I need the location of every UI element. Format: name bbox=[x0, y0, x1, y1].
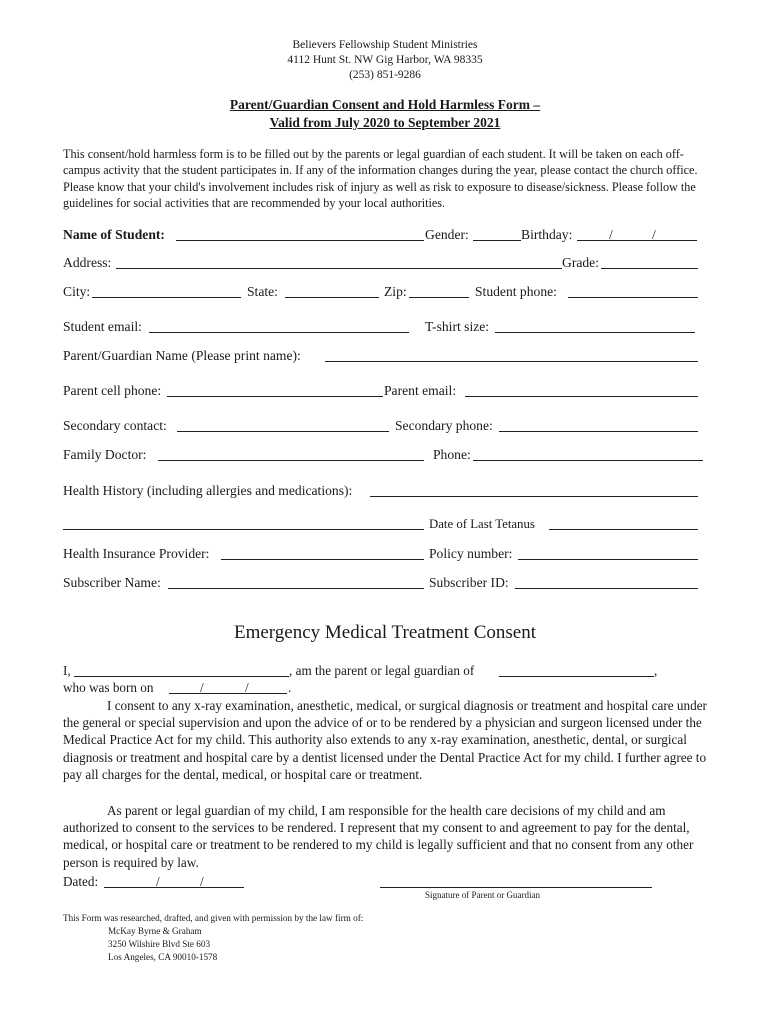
parent-cell-field[interactable] bbox=[167, 396, 383, 397]
health-history-field[interactable] bbox=[370, 496, 698, 497]
doctor-phone-label: Phone: bbox=[433, 447, 471, 462]
tetanus-date-field[interactable] bbox=[549, 529, 698, 530]
parent-cell-label: Parent cell phone: bbox=[63, 383, 162, 398]
student-name-label: Name of Student: bbox=[63, 227, 165, 242]
family-doctor-field[interactable] bbox=[158, 460, 424, 461]
parent-email-label: Parent email: bbox=[384, 383, 457, 398]
gender-field[interactable] bbox=[473, 240, 521, 241]
dated-separator: / bbox=[200, 874, 204, 889]
period-label: . bbox=[288, 680, 292, 695]
student-phone-field[interactable] bbox=[568, 297, 698, 298]
child-name-field[interactable] bbox=[499, 676, 654, 677]
intro-paragraph: This consent/hold harmless form is to be filled out by the parents or legal guardian of each student. It will be taken on each off-campus activity that the student participates in. If any of the information changes during the year, please contact the church office. Please know that your child's involvement includes risk of injury as well as risk to exposure to disease/sickness. Please follow the guidelines for social activities that are recommended by your local authorities. bbox=[63, 147, 698, 210]
secondary-contact-field[interactable] bbox=[177, 431, 389, 432]
birthday-separator: / bbox=[609, 227, 613, 242]
subscriber-name-label: Subscriber Name: bbox=[63, 575, 161, 590]
comma-label: , bbox=[654, 663, 658, 678]
consent-paragraph-1: I consent to any x-ray examination, anesthetic, medical, or surgical diagnosis or treatment and hospital care under the general or special supervision and upon the advice of or to be rendered by a physician and surgeon licensed under the Medical Practice Act for my child. This authority also extends to any x-ray examination, anesthetic, dental, or surgical diagnosis or treatment and hospital care by a dentist licensed under the Dental Practice Act for my child. I further agree to pay all charges for the dental, medical, or hospital care or treatment. bbox=[63, 698, 707, 782]
row-parent-name bbox=[63, 347, 703, 365]
parent-name-field[interactable] bbox=[325, 361, 698, 362]
address-field[interactable] bbox=[116, 268, 562, 269]
form-title-line1: Parent/Guardian Consent and Hold Harmless Form – bbox=[229, 97, 541, 112]
row-subscriber bbox=[63, 574, 703, 592]
signature-field[interactable] bbox=[380, 887, 652, 888]
row-dated bbox=[63, 873, 703, 891]
emergency-consent-title: Emergency Medical Treatment Consent bbox=[233, 622, 536, 643]
row-student-name bbox=[63, 226, 703, 244]
org-address: 4112 Hunt St. NW Gig Harbor, WA 98335 bbox=[287, 54, 483, 66]
born-on-label: who was born on bbox=[63, 680, 154, 695]
student-name-field[interactable] bbox=[176, 240, 424, 241]
consent-paragraph-2: As parent or legal guardian of my child, I am responsible for the health care decisions of my child and am authorized to consent to the services to be rendered. I represent that my consent to and agreement to pay for the dental, medical, or hospital care or treatment to be rendered to my child is legally sufficient and that no consent from any other person is required by law. bbox=[63, 803, 694, 870]
grade-label: Grade: bbox=[562, 255, 599, 270]
zip-label: Zip: bbox=[384, 284, 407, 299]
row-family-doctor bbox=[63, 446, 703, 464]
form-title-line2: Valid from July 2020 to September 2021 bbox=[269, 115, 501, 130]
footer-street: 3250 Wilshire Blvd Ste 603 bbox=[108, 939, 211, 949]
footer-note: This Form was researched, drafted, and given with permission by the law firm of: bbox=[63, 913, 364, 923]
signature-caption: Signature of Parent or Guardian bbox=[425, 890, 540, 900]
birthdate-separator: / bbox=[200, 680, 204, 695]
doctor-phone-field[interactable] bbox=[473, 460, 703, 461]
address-label: Address: bbox=[63, 255, 112, 270]
student-phone-label: Student phone: bbox=[475, 284, 557, 299]
tetanus-label: Date of Last Tetanus bbox=[429, 517, 535, 531]
tshirt-size-label: T-shirt size: bbox=[425, 319, 490, 334]
grade-field[interactable] bbox=[601, 268, 698, 269]
subscriber-id-label: Subscriber ID: bbox=[429, 575, 509, 590]
state-label: State: bbox=[247, 284, 278, 299]
dated-field[interactable] bbox=[104, 887, 244, 888]
row-parent-phone bbox=[63, 382, 703, 400]
policy-number-field[interactable] bbox=[518, 559, 698, 560]
secondary-phone-label: Secondary phone: bbox=[395, 418, 493, 433]
row-address bbox=[63, 254, 703, 272]
health-history-continued-field[interactable] bbox=[63, 529, 424, 530]
row-born-on bbox=[63, 679, 703, 697]
health-history-label: Health History (including allergies and medications): bbox=[63, 483, 353, 498]
row-secondary-contact bbox=[63, 417, 703, 435]
row-guardian-of bbox=[63, 662, 703, 680]
birthday-separator: / bbox=[652, 227, 656, 242]
dated-separator: / bbox=[156, 874, 160, 889]
secondary-contact-label: Secondary contact: bbox=[63, 418, 167, 433]
state-field[interactable] bbox=[285, 297, 379, 298]
parent-name-label: Parent/Guardian Name (Please print name): bbox=[63, 348, 301, 363]
secondary-phone-field[interactable] bbox=[499, 431, 698, 432]
parent-email-field[interactable] bbox=[465, 396, 698, 397]
org-name: Believers Fellowship Student Ministries bbox=[292, 39, 478, 51]
subscriber-id-field[interactable] bbox=[515, 588, 698, 589]
tshirt-size-field[interactable] bbox=[495, 332, 695, 333]
zip-field[interactable] bbox=[409, 297, 469, 298]
insurance-provider-label: Health Insurance Provider: bbox=[63, 546, 210, 561]
student-email-label: Student email: bbox=[63, 319, 142, 334]
row-student-email bbox=[63, 318, 703, 336]
guardian-name-field[interactable] bbox=[74, 676, 289, 677]
family-doctor-label: Family Doctor: bbox=[63, 447, 147, 462]
birthday-label: Birthday: bbox=[521, 227, 573, 242]
footer-firm: McKay Byrne & Graham bbox=[108, 926, 202, 936]
dated-label: Dated: bbox=[63, 874, 99, 889]
guardian-i-label: I, bbox=[63, 663, 71, 678]
gender-label: Gender: bbox=[425, 227, 469, 242]
row-health-history bbox=[63, 482, 703, 500]
city-field[interactable] bbox=[92, 297, 241, 298]
student-email-field[interactable] bbox=[149, 332, 409, 333]
city-label: City: bbox=[63, 284, 91, 299]
policy-number-label: Policy number: bbox=[429, 546, 513, 561]
subscriber-name-field[interactable] bbox=[168, 588, 424, 589]
birthdate-separator: / bbox=[245, 680, 249, 695]
birthday-field[interactable] bbox=[577, 240, 697, 241]
insurance-provider-field[interactable] bbox=[221, 559, 424, 560]
row-city bbox=[63, 283, 703, 301]
row-tetanus bbox=[63, 515, 703, 533]
org-phone: (253) 851-9286 bbox=[349, 69, 421, 81]
footer-city: Los Angeles, CA 90010-1578 bbox=[108, 952, 218, 962]
guardian-of-label: , am the parent or legal guardian of bbox=[289, 663, 475, 678]
child-birthdate-field[interactable] bbox=[169, 693, 287, 694]
row-insurance bbox=[63, 545, 703, 563]
